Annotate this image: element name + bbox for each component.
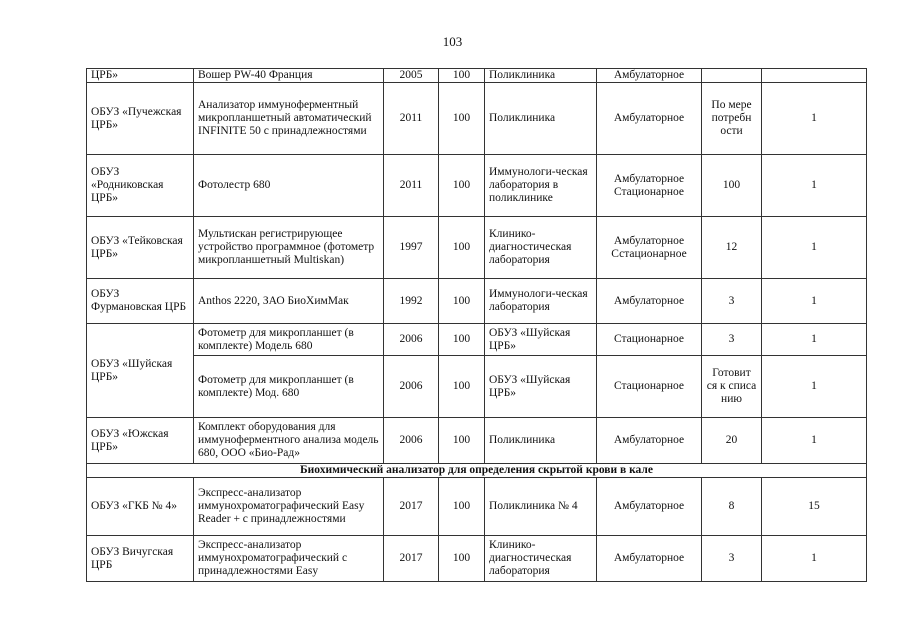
- org-cell: ОБУЗ «Пучежская ЦРБ»: [87, 83, 194, 155]
- mode-cell: Амбулаторное: [597, 536, 702, 582]
- location-cell: Поликлиника: [485, 418, 597, 464]
- count-cell: 1: [762, 324, 867, 356]
- year-cell: 2006: [384, 356, 439, 418]
- location-cell: Поликлиника № 4: [485, 478, 597, 536]
- mode-cell: Стационарное: [597, 324, 702, 356]
- equipment-cell: Комплект оборудования для иммуноферментного анализа модель 680, ООО «Био-Рад»: [194, 418, 384, 464]
- volume-cell: 8: [702, 478, 762, 536]
- org-cell: ОБУЗ Вичугская ЦРБ: [87, 536, 194, 582]
- location-cell: ОБУЗ «Шуйская ЦРБ»: [485, 356, 597, 418]
- year-cell: 1997: [384, 217, 439, 279]
- year-cell: 2011: [384, 83, 439, 155]
- count-cell: 1: [762, 536, 867, 582]
- location-cell: Клинико-диагностическая лаборатория: [485, 536, 597, 582]
- location-cell: ОБУЗ «Шуйская ЦРБ»: [485, 324, 597, 356]
- location-cell: Поликлиника: [485, 69, 597, 83]
- org-cell: ОБУЗ «Тейковская ЦРБ»: [87, 217, 194, 279]
- wear-cell: 100: [439, 69, 485, 83]
- volume-cell: 100: [702, 155, 762, 217]
- volume-cell: По мере потребн ости: [702, 83, 762, 155]
- equipment-cell: Экспресс-анализатор иммунохроматографический Easy Reader + с принадлежностями: [194, 478, 384, 536]
- mode-cell: Амбулаторное: [597, 418, 702, 464]
- table-row: [87, 217, 867, 279]
- wear-cell: 100: [439, 478, 485, 536]
- table-row: [87, 356, 867, 418]
- count-cell: 1: [762, 279, 867, 324]
- mode-cell: Амбулаторное: [597, 279, 702, 324]
- table-row: [87, 478, 867, 536]
- table-row: [87, 83, 867, 155]
- count-cell: [762, 69, 867, 83]
- org-cell: ОБУЗ «Южская ЦРБ»: [87, 418, 194, 464]
- wear-cell: 100: [439, 217, 485, 279]
- location-cell: Иммунологи-ческая лаборатория: [485, 279, 597, 324]
- volume-cell: [702, 69, 762, 83]
- volume-cell: 12: [702, 217, 762, 279]
- year-cell: 2006: [384, 324, 439, 356]
- year-cell: 2017: [384, 478, 439, 536]
- volume-cell: 3: [702, 536, 762, 582]
- wear-cell: 100: [439, 536, 485, 582]
- table-row: [87, 155, 867, 217]
- count-cell: 1: [762, 217, 867, 279]
- org-cell: ЦРБ»: [87, 69, 194, 83]
- table-row: [87, 279, 867, 324]
- count-cell: 1: [762, 155, 867, 217]
- volume-cell: 3: [702, 279, 762, 324]
- table-row: [87, 418, 867, 464]
- volume-cell: 3: [702, 324, 762, 356]
- equipment-cell: Фотолестр 680: [194, 155, 384, 217]
- table-row: [87, 536, 867, 582]
- equipment-cell: Вошер PW-40 Франция: [194, 69, 384, 83]
- org-cell: ОБУЗ «ГКБ № 4»: [87, 478, 194, 536]
- count-cell: 1: [762, 418, 867, 464]
- wear-cell: 100: [439, 418, 485, 464]
- count-cell: 15: [762, 478, 867, 536]
- equipment-cell: Фотометр для микропланшет (в комплекте) Мод. 680: [194, 356, 384, 418]
- equipment-cell: Мультискан регистрирующее устройство программное (фотометр микропланшетный Multiskan): [194, 217, 384, 279]
- location-cell: Клинико-диагностическая лаборатория: [485, 217, 597, 279]
- wear-cell: 100: [439, 155, 485, 217]
- equipment-cell: Экспресс-анализатор иммунохроматографический с принадлежностями Easy: [194, 536, 384, 582]
- mode-cell: Амбулаторное: [597, 69, 702, 83]
- volume-cell: 20: [702, 418, 762, 464]
- year-cell: 1992: [384, 279, 439, 324]
- location-cell: Поликлиника: [485, 83, 597, 155]
- org-cell: ОБУЗ «Шуйская ЦРБ»: [87, 324, 194, 418]
- equipment-table: [86, 68, 867, 582]
- mode-cell: Амбулаторное Сстационарное: [597, 217, 702, 279]
- wear-cell: 100: [439, 324, 485, 356]
- year-cell: 2005: [384, 69, 439, 83]
- year-cell: 2017: [384, 536, 439, 582]
- table-row: [87, 69, 867, 83]
- wear-cell: 100: [439, 279, 485, 324]
- table-row: [87, 324, 867, 356]
- volume-cell: Готовит ся к списа нию: [702, 356, 762, 418]
- mode-cell: Амбулаторное Стационарное: [597, 155, 702, 217]
- location-cell: Иммунологи-ческая лаборатория в поликлинике: [485, 155, 597, 217]
- equipment-cell: Anthos 2220, ЗАО БиоХимМак: [194, 279, 384, 324]
- count-cell: 1: [762, 83, 867, 155]
- wear-cell: 100: [439, 83, 485, 155]
- count-cell: 1: [762, 356, 867, 418]
- equipment-cell: Анализатор иммуноферментный микропланшетный автоматический INFINITE 50 с принадлежностями: [194, 83, 384, 155]
- org-cell: ОБУЗ Фурмановская ЦРБ: [87, 279, 194, 324]
- wear-cell: 100: [439, 356, 485, 418]
- year-cell: 2011: [384, 155, 439, 217]
- section-heading: Биохимический анализатор для определения скрытой крови в кале: [87, 464, 867, 478]
- year-cell: 2006: [384, 418, 439, 464]
- section-heading-row: [87, 464, 867, 478]
- page-number: 103: [442, 34, 463, 49]
- mode-cell: Амбулаторное: [597, 478, 702, 536]
- mode-cell: Амбулаторное: [597, 83, 702, 155]
- org-cell: ОБУЗ «Родниковская ЦРБ»: [87, 155, 194, 217]
- mode-cell: Стационарное: [597, 356, 702, 418]
- equipment-cell: Фотометр для микропланшет (в комплекте) Модель 680: [194, 324, 384, 356]
